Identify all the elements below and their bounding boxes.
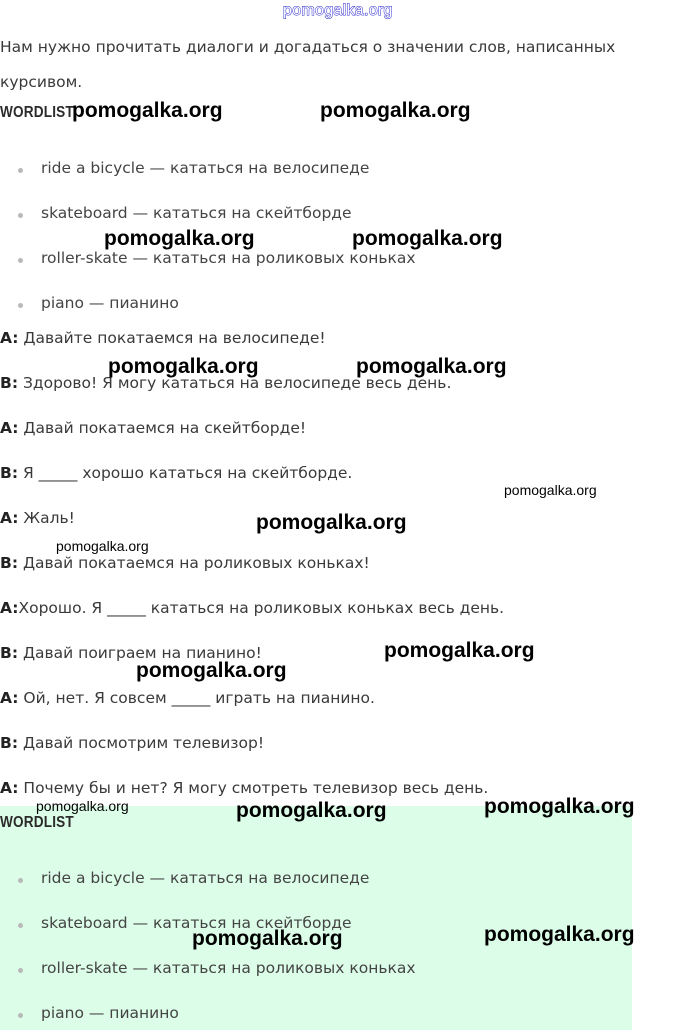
wordlist-item: ride a bicycle — кататься на велосипеде bbox=[41, 869, 370, 887]
wordlist-item: piano — пианино bbox=[41, 294, 179, 312]
dialogue-line: B: Здорово! Я могу кататься на велосипеде весь день. bbox=[0, 374, 452, 392]
dialogue-line: B: Давай поиграем на пианино! bbox=[0, 644, 262, 662]
watermark: pomogalka.org bbox=[504, 482, 597, 498]
watermark: pomogalka.org bbox=[108, 355, 259, 378]
bullet-icon bbox=[18, 923, 23, 928]
watermark: pomogalka.org bbox=[72, 99, 223, 122]
watermark: pomogalka.org bbox=[320, 99, 471, 122]
watermark: pomogalka.org bbox=[484, 923, 635, 946]
watermark: pomogalka.org bbox=[136, 659, 287, 682]
dialogue-line: B: Давай посмотрим телевизор! bbox=[0, 734, 265, 752]
watermark: pomogalka.org bbox=[256, 511, 407, 534]
bullet-icon bbox=[18, 213, 23, 218]
watermark: pomogalka.org bbox=[484, 795, 635, 818]
dialogue-line: A:Хорошо. Я _____ кататься на роликовых коньках весь день. bbox=[0, 599, 505, 617]
bullet-icon bbox=[18, 258, 23, 263]
watermark: pomogalka.org bbox=[356, 355, 507, 378]
watermark: pomogalka.org bbox=[56, 538, 149, 554]
watermark: pomogalka.org bbox=[36, 798, 129, 814]
wordlist-item: skateboard — кататься на скейтборде bbox=[41, 914, 352, 932]
bullet-icon bbox=[18, 168, 23, 173]
intro-text: Нам нужно прочитать диалоги и догадаться о значении слов, написанных курсивом. bbox=[0, 38, 616, 91]
wordlist-heading: WORDLIST bbox=[0, 814, 74, 831]
wordlist-item: piano — пианино bbox=[41, 1004, 179, 1022]
header-watermark: pomogalka.org bbox=[283, 2, 393, 19]
bullet-icon bbox=[18, 968, 23, 973]
dialogue-line: B: Давай покатаемся на роликовых коньках! bbox=[0, 554, 370, 572]
watermark: pomogalka.org bbox=[384, 639, 535, 662]
wordlist-item: ride a bicycle — кататься на велосипеде bbox=[41, 159, 370, 177]
wordlist-item: roller-skate — кататься на роликовых коньках bbox=[41, 959, 416, 977]
dialogue-line: B: Я _____ хорошо кататься на скейтборде. bbox=[0, 464, 353, 482]
wordlist-item: skateboard — кататься на скейтборде bbox=[41, 204, 352, 222]
watermark: pomogalka.org bbox=[236, 799, 387, 822]
dialogue-line: A: Давайте покатаемся на велосипеде! bbox=[0, 329, 326, 347]
dialogue-line: A: Ой, нет. Я совсем _____ играть на пианино. bbox=[0, 689, 375, 707]
bullet-icon bbox=[18, 878, 23, 883]
wordlist-heading: WORDLIST bbox=[0, 104, 74, 121]
dialogue-line: A: Давай покатаемся на скейтборде! bbox=[0, 419, 307, 437]
dialogue-line: A: Жаль! bbox=[0, 509, 75, 527]
bullet-icon bbox=[18, 1013, 23, 1018]
watermark: pomogalka.org bbox=[352, 227, 503, 250]
wordlist-item: roller-skate — кататься на роликовых коньках bbox=[41, 249, 416, 267]
watermark: pomogalka.org bbox=[104, 227, 255, 250]
watermark: pomogalka.org bbox=[192, 927, 343, 950]
dialogue-line: A: Почему бы и нет? Я могу смотреть телевизор весь день. bbox=[0, 779, 489, 797]
bullet-icon bbox=[18, 303, 23, 308]
